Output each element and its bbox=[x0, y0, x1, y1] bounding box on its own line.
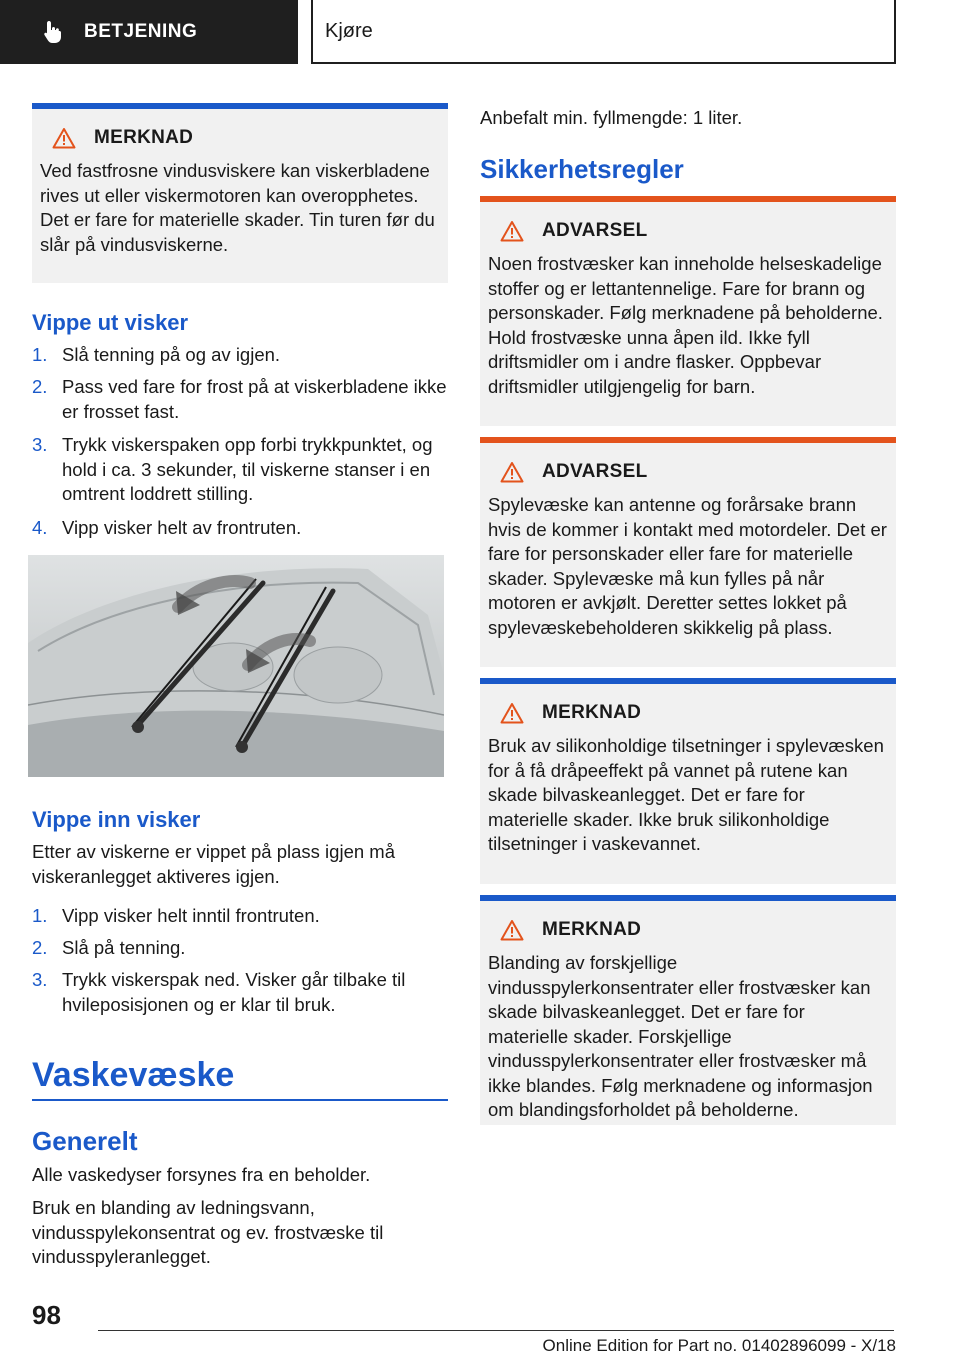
section-label: BETJENING bbox=[84, 21, 198, 42]
list-item: 1. Vipp visker helt inntil frontruten. bbox=[32, 905, 320, 926]
warning-triangle-icon bbox=[500, 461, 524, 483]
footer-rule bbox=[98, 1330, 894, 1331]
note-body: Spylevæske kan antenne og forårsake brann hvis de kommer i kontakt med motordeler. Det er fare for personskader eller fare for materielle skader. Spylevæske må kun fylles på når motoren er avkjølt. Deretter settes lokket på spylevæskebeholderen skikkelig på plass. bbox=[488, 494, 887, 638]
note-body: Bruk av silikonholdige tilsetninger i spylevæsken for å få dråpeeffekt på vannet på rutene kan skade bilvaskeanlegget. Det er fare for materielle skader. Ikke bruk silikonholdige tilsetninger i vaskevannet. bbox=[488, 735, 884, 854]
list-item: 2. Pass ved fare for frost på at viskerbladene ikke er frosset fast. bbox=[32, 376, 447, 422]
section-divider bbox=[32, 1099, 448, 1101]
list-item: 4. Vipp visker helt av frontruten. bbox=[32, 517, 302, 538]
warning-antifreeze bbox=[480, 196, 896, 426]
note-body: Blanding av forskjellige vindusspylerkonsentrater eller frostvæsker kan skade bilvaskeanlegget. Det er fare for materielle skader. Forskjellige vindusspylerkonsentrater eller frostvæsker må ikke blandes. Følg merknadene og informasjon om blandingsforholdet på beholderne. bbox=[488, 952, 873, 1120]
edition-text: Online Edition for Part no. 01402896099 - X/18 bbox=[542, 1336, 896, 1355]
section-tab bbox=[0, 0, 298, 64]
warning-washer-fire bbox=[480, 437, 896, 667]
wiper-illustration bbox=[28, 555, 444, 777]
note-mixing bbox=[480, 895, 896, 1125]
list-item: 3. Trykk viskerspaken opp forbi trykkpunktet, og hold i ca. 3 sekunder, til viskerne stanser i en omtrent loddrett stilling. bbox=[32, 434, 433, 504]
fill-amount: Anbefalt min. fyllmengde: 1 liter. bbox=[480, 107, 743, 128]
list-item: 1. Slå tenning på og av igjen. bbox=[32, 344, 281, 365]
heading-washer-fluid: Vaskevæske bbox=[32, 1056, 235, 1094]
note-frozen-wipers bbox=[32, 103, 448, 283]
note-body: Noen frostvæsker kan inneholde helseskadelige stoffer og er lettantennelige. Fare for brann og personskader. Følg merknadene på beholderne. Hold frostvæske unna åpen ild. Ikke fyll driftsmidler om i andre flasker. Oppbevar driftsmidler utilgjengelig for barn. bbox=[488, 253, 883, 397]
note-header bbox=[500, 457, 888, 487]
heading-wipe-in: Vippe inn visker bbox=[32, 807, 201, 832]
heading-general: Generelt bbox=[32, 1126, 138, 1156]
note-title: MERKNAD bbox=[542, 919, 642, 940]
list-item: 2. Slå på tenning. bbox=[32, 937, 186, 958]
note-title: ADVARSEL bbox=[542, 461, 648, 482]
washer-p1: Alle vaskedyser forsynes fra en beholder. bbox=[32, 1164, 371, 1185]
warning-triangle-icon bbox=[52, 127, 76, 149]
note-header bbox=[500, 698, 888, 728]
chapter-label: Kjøre bbox=[325, 19, 373, 42]
washer-p2: Bruk en blanding av ledningsvann, vindusspylekonsentrat og ev. frostvæske til vindusspyleranlegget. bbox=[32, 1197, 384, 1267]
warning-triangle-icon bbox=[500, 919, 524, 941]
warning-triangle-icon bbox=[500, 220, 524, 242]
note-body: Ved fastfrosne vindusviskere kan viskerbladene rives ut eller viskermotoren kan overopphetes. Det er fare for materielle skader. Tin turen før du slår på vindusviskerne. bbox=[40, 160, 435, 255]
note-title: ADVARSEL bbox=[542, 220, 648, 241]
wipe-in-intro: Etter av viskerne er vippet på plass igjen må viskeranlegget aktiveres igjen. bbox=[32, 841, 395, 887]
touch-hand-icon bbox=[40, 19, 66, 45]
note-title: MERKNAD bbox=[94, 127, 194, 148]
heading-safety: Sikkerhetsregler bbox=[480, 154, 684, 184]
heading-wipe-out: Vippe ut visker bbox=[32, 310, 189, 335]
warning-triangle-icon bbox=[500, 702, 524, 724]
windshield-wipers-image bbox=[28, 555, 444, 777]
list-item: 3. Trykk viskerspak ned. Visker går tilbake til hvileposisjonen og er klar til bruk. bbox=[32, 969, 406, 1015]
note-header bbox=[500, 216, 888, 246]
chapter-box bbox=[311, 0, 896, 64]
page-number: 98 bbox=[32, 1300, 61, 1330]
note-header bbox=[500, 915, 888, 945]
note-header bbox=[52, 123, 440, 153]
note-title: MERKNAD bbox=[542, 702, 642, 723]
note-silicone bbox=[480, 678, 896, 884]
